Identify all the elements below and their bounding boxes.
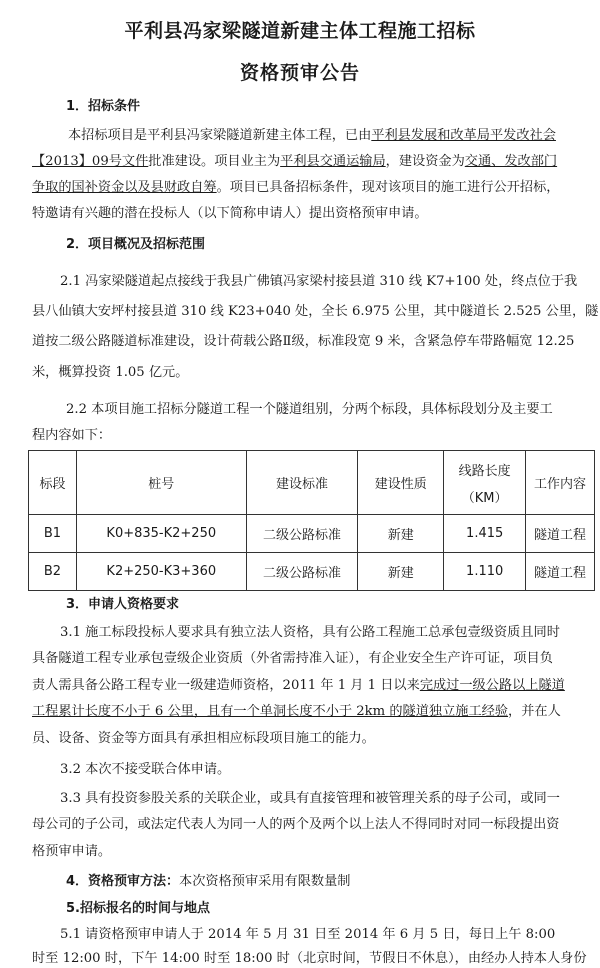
text-segment: 本招标项目是平利县冯家梁隧道新建主体工程，已由 xyxy=(68,128,372,143)
section-3-1-line-3 xyxy=(32,677,565,695)
cell-section: B2 xyxy=(29,553,77,591)
cell-work: 隧道工程 xyxy=(526,553,595,591)
cell-length: 1.415 xyxy=(444,515,526,553)
section-3-3-line-1: 3.3 具有投资参股关系的关联企业，或具有直接管理和被管理关系的母子公司，或同一 xyxy=(60,791,560,806)
section-2-2-line-2: 程内容如下： xyxy=(32,428,112,443)
section-4-heading: 4．资格预审方法： xyxy=(66,874,180,889)
section-1-line-2 xyxy=(32,153,557,171)
cell-work: 隧道工程 xyxy=(526,515,595,553)
section-3-1-line-4 xyxy=(32,703,561,721)
funding-source-cont: 争取的国补资金以及县财政自筹 xyxy=(32,180,217,195)
header-section: 标段 xyxy=(29,451,77,515)
section-1-line-1 xyxy=(68,127,556,145)
section-4 xyxy=(66,873,350,891)
cell-stake: K0+835-K2+250 xyxy=(76,515,246,553)
experience-requirement-cont: 工程累计长度不小于 6 公里，且有一个单洞长度不小于 2km 的隧道独立施工经验 xyxy=(32,704,509,719)
section-2-2-line-1: 2.2 本项目施工招标分隧道工程一个隧道组别，分两个标段，具体标段划分及主要工 xyxy=(66,402,553,417)
section-3-heading: 3．申请人资格要求 xyxy=(66,597,180,612)
section-5-1-line-1: 5.1 请资格预审申请人于 2014 年 5 月 31 日至 2014 年 6 月 5 日，每日上午 8:00 xyxy=(60,927,556,942)
text-segment: 批准建设。项目业主为 xyxy=(148,154,281,169)
section-3-3-line-2: 母公司的子公司，或法定代表人为同一人的两个及两个以上法人不得同时对同一标段提出资 xyxy=(32,817,560,832)
header-nature: 建设性质 xyxy=(358,451,444,515)
text-segment: ，建设资金为 xyxy=(385,154,465,169)
cell-section: B1 xyxy=(29,515,77,553)
section-1-line-3 xyxy=(32,179,560,197)
section-3-3-line-3: 格预审申请。 xyxy=(32,844,112,859)
section-3-1-line-5: 员、设备、资金等方面具有承担相应标段项目施工的能力。 xyxy=(32,731,375,746)
bid-section-table xyxy=(28,450,595,591)
section-2-heading: 2．项目概况及招标范围 xyxy=(66,237,206,252)
section-2-1-line-3: 道按二级公路隧道标准建设，设计荷载公路Ⅱ级，标准段宽 9 米，含紧急停车带路幅宽 12.25 xyxy=(32,334,575,349)
header-standard: 建设标准 xyxy=(246,451,358,515)
text-segment: 责人需具备公路工程专业一级建造师资格，2011 年 1 月 1 日以来 xyxy=(32,678,420,693)
table-header-row xyxy=(29,451,595,515)
section-1-heading: 1．招标条件 xyxy=(66,99,141,114)
document-subtitle: 资格预审公告 xyxy=(239,62,360,84)
header-stake: 桩号 xyxy=(76,451,246,515)
section-1-line-4: 特邀请有兴趣的潜在投标人（以下简称申请人）提出资格预审申请。 xyxy=(32,206,428,221)
table-row xyxy=(29,553,595,591)
header-length xyxy=(444,451,526,515)
text-segment: 。项目已具备招标条件，现对该项目的施工进行公开招标， xyxy=(216,180,560,195)
approval-authority: 平利县发展和改革局平发改社会 xyxy=(371,128,556,143)
header-length-label: 线路长度 xyxy=(458,463,511,479)
table-row xyxy=(29,515,595,553)
section-3-1-line-2: 具备隧道工程专业承包壹级企业资质（外省需持准入证），有企业安全生产许可证，项目负 xyxy=(32,651,553,666)
experience-requirement: 完成过一级公路以上隧道 xyxy=(419,678,565,693)
header-length-unit: （KM） xyxy=(461,490,508,506)
section-2-1-line-4: 米，概算投资 1.05 亿元。 xyxy=(32,365,189,380)
header-work: 工作内容 xyxy=(526,451,595,515)
project-owner: 平利县交通运输局 xyxy=(280,154,386,169)
document-title: 平利县冯家梁隧道新建主体工程施工招标 xyxy=(124,20,476,42)
section-3-1-line-1: 3.1 施工标段投标人要求具有独立法人资格，具有公路工程施工总承包壹级资质且同时 xyxy=(60,625,560,640)
cell-standard: 二级公路标准 xyxy=(246,515,358,553)
cell-nature: 新建 xyxy=(358,515,444,553)
section-4-text: 本次资格预审采用有限数量制 xyxy=(179,874,351,889)
cell-length: 1.110 xyxy=(444,553,526,591)
cell-standard: 二级公路标准 xyxy=(246,553,358,591)
section-3-2: 3.2 本次不接受联合体申请。 xyxy=(60,762,231,777)
text-segment: ，并在人 xyxy=(508,704,561,719)
cell-nature: 新建 xyxy=(358,553,444,591)
funding-source: 交通、发改部门 xyxy=(464,154,558,169)
cell-stake: K2+250-K3+360 xyxy=(76,553,246,591)
section-5-1-line-2: 时至 12:00 时，下午 14:00 时至 18:00 时（北京时间，节假日不休息），由经办人持本人身份 xyxy=(32,951,587,966)
section-5-heading: 5.招标报名的时间与地点 xyxy=(66,901,210,916)
section-2-1-line-2: 县八仙镇大安坪村接县道 310 线 K23+040 处，全长 6.975 公里，其中隧道长 2.525 公里，隧 xyxy=(32,304,599,319)
approval-document-number: 【2013】09号文件 xyxy=(32,154,149,169)
section-2-1-line-1: 2.1 冯家梁隧道起点接线于我县广佛镇冯家梁村接县道 310 线 K7+100 处，终点位于我 xyxy=(60,274,578,289)
